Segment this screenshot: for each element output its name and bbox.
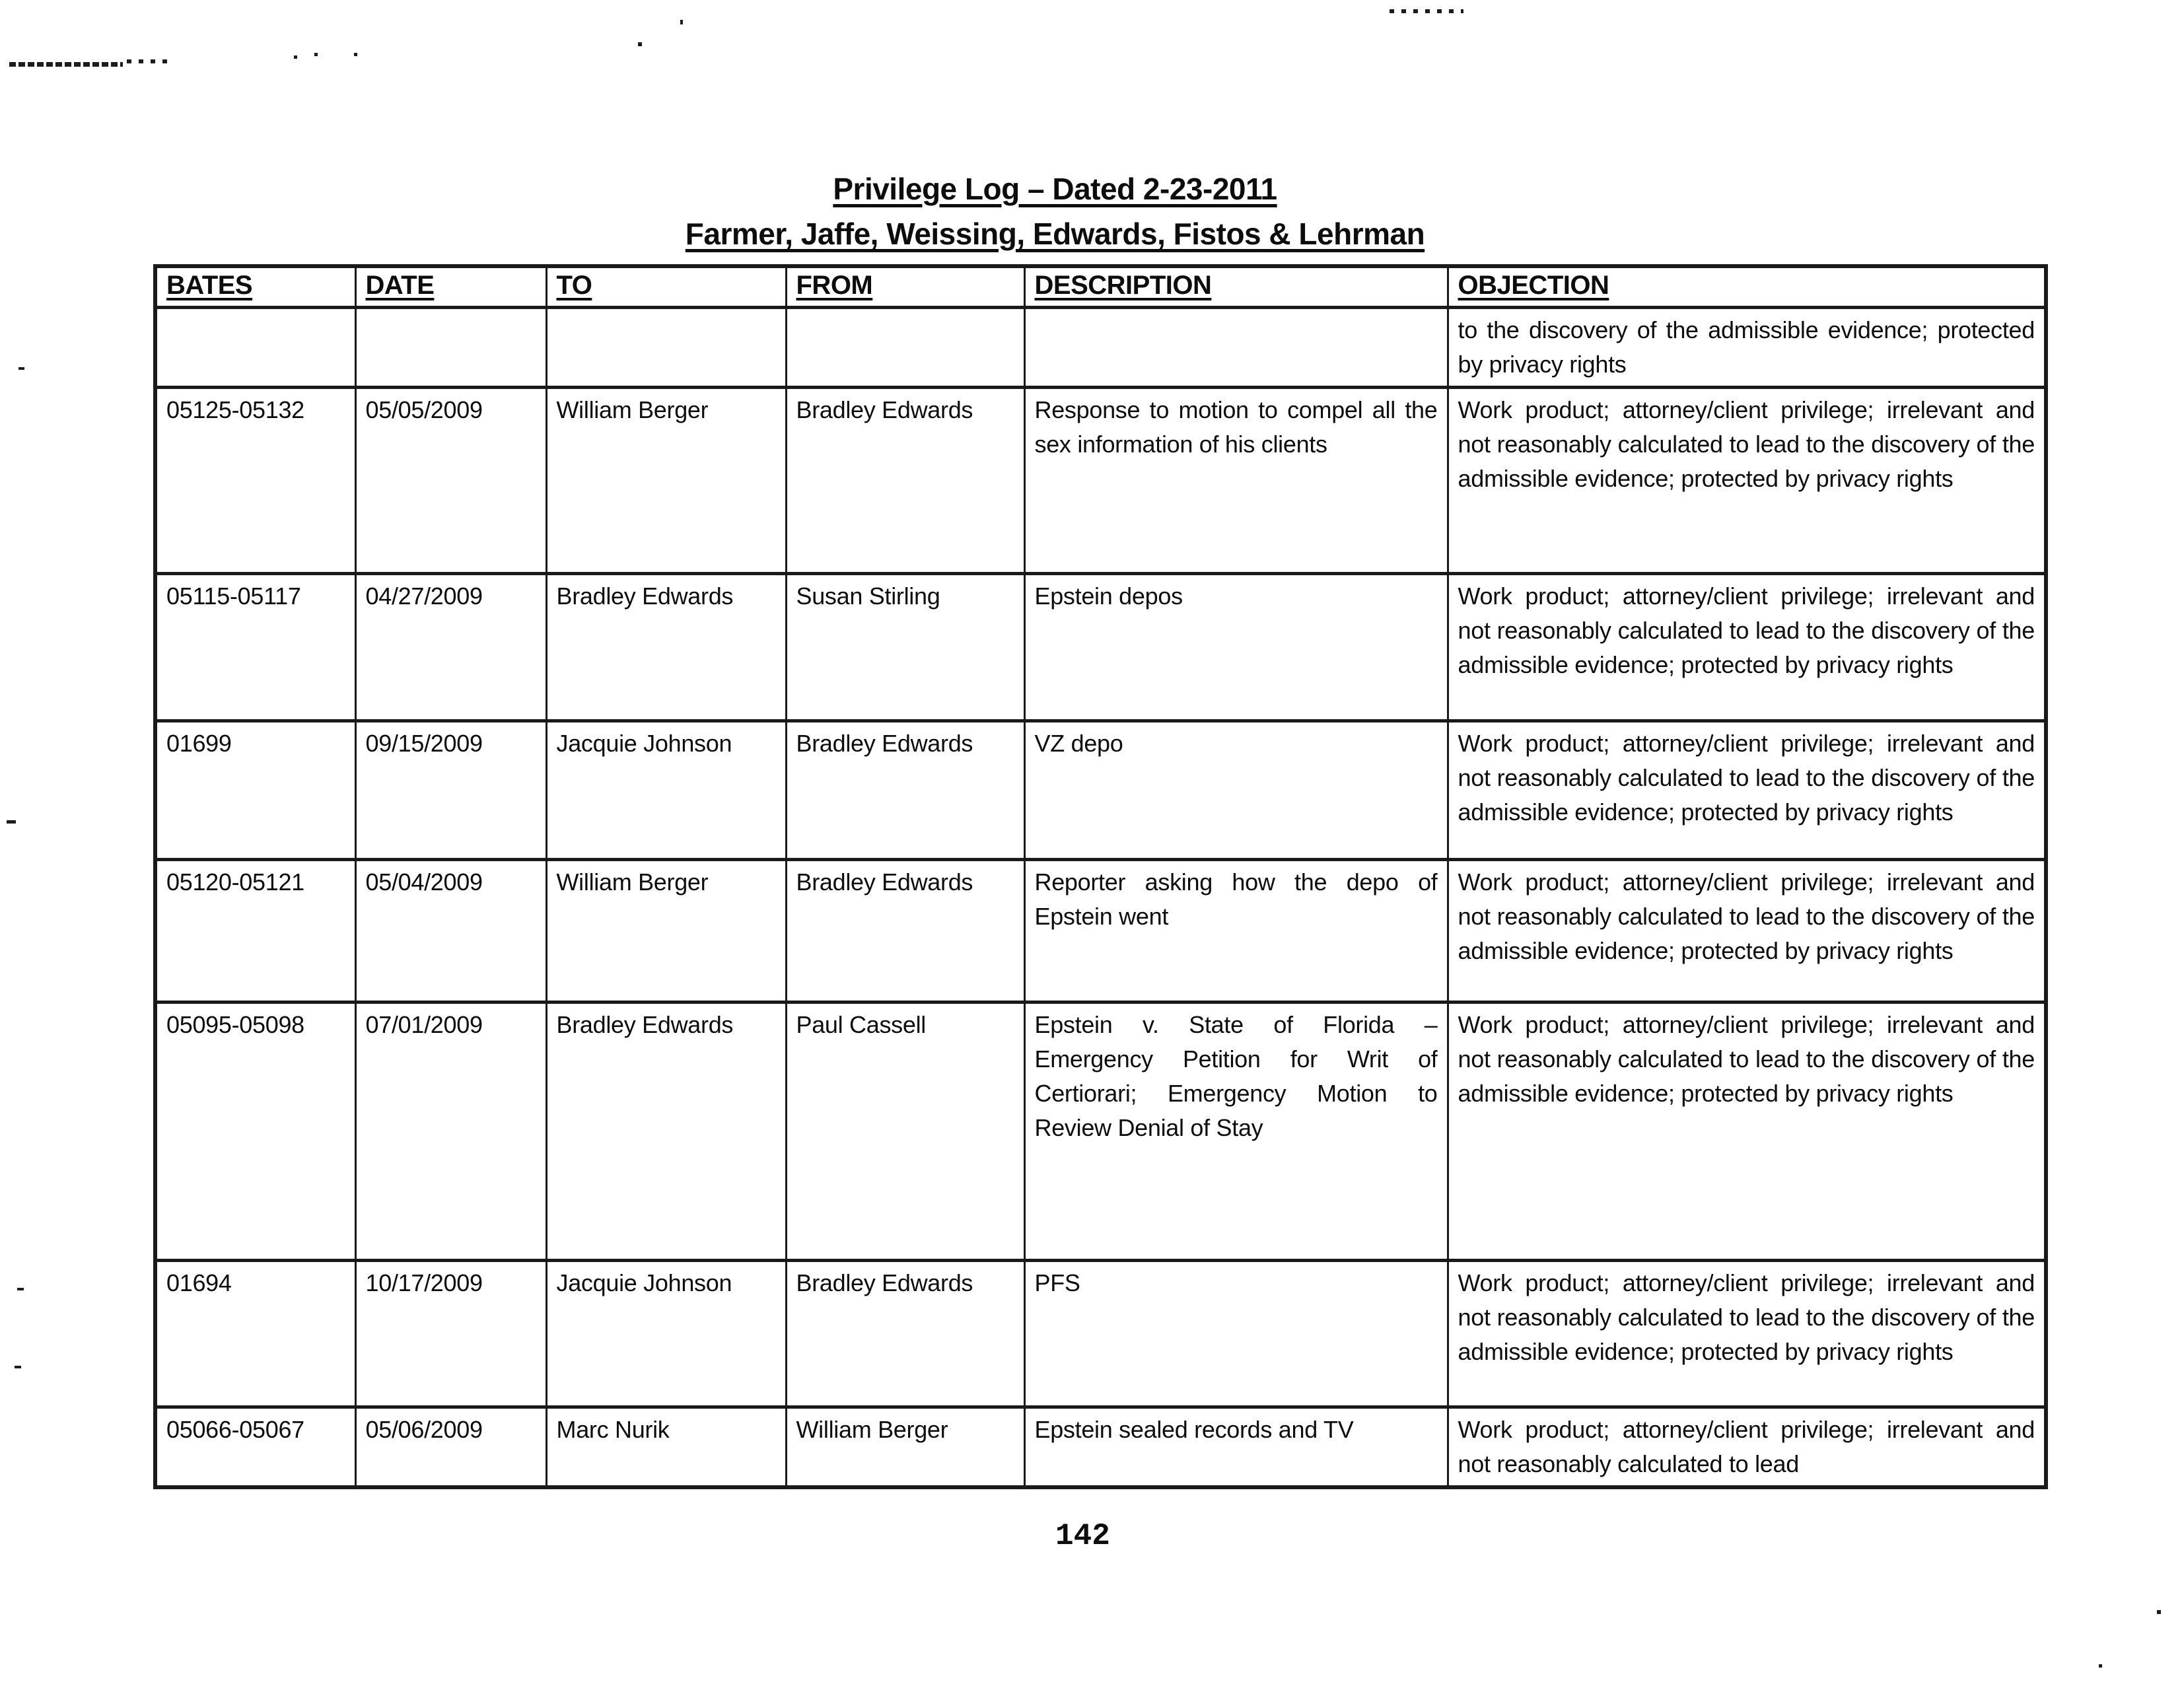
description-cell: PFS bbox=[1024, 1261, 1448, 1407]
objection-cell: Work product; attorney/client privilege; irrelevant and not reasonably calculated to lead to the discovery of the admissible evidence; protected by privacy rights bbox=[1448, 1261, 2046, 1407]
table-row bbox=[155, 574, 2046, 721]
to-cell: Marc Nurik bbox=[546, 1407, 786, 1488]
description-cell: Epstein depos bbox=[1024, 574, 1448, 721]
bates-cell: 05115-05117 bbox=[155, 574, 355, 721]
scan-artifact bbox=[7, 820, 16, 824]
description-cell: Response to motion to compel all the sex information of his clients bbox=[1024, 388, 1448, 574]
date-cell: 10/17/2009 bbox=[355, 1261, 546, 1407]
date-cell: 09/15/2009 bbox=[355, 721, 546, 860]
scan-artifact bbox=[127, 59, 173, 63]
bates-cell: 05066-05067 bbox=[155, 1407, 355, 1488]
objection-cell: Work product; attorney/client privilege; irrelevant and not reasonably calculated to lead to the discovery of the admissible evidence; protected by privacy rights bbox=[1448, 1003, 2046, 1261]
privilege-log-table bbox=[153, 264, 2048, 1489]
column-header-to-label: TO bbox=[556, 271, 592, 300]
scan-artifact bbox=[638, 42, 642, 46]
from-cell: Bradley Edwards bbox=[786, 721, 1024, 860]
from-cell: Paul Cassell bbox=[786, 1003, 1024, 1261]
from-cell: Susan Stirling bbox=[786, 574, 1024, 721]
date-cell: 05/04/2009 bbox=[355, 860, 546, 1003]
column-header-description-label: DESCRIPTION bbox=[1034, 271, 1212, 300]
from-cell bbox=[786, 308, 1024, 388]
scan-artifact bbox=[2157, 1610, 2161, 1614]
scan-artifact bbox=[2099, 1664, 2102, 1668]
scan-artifact bbox=[9, 62, 123, 67]
document-subtitle: Farmer, Jaffe, Weissing, Edwards, Fistos & Lehrman bbox=[685, 217, 1425, 251]
bates-cell: 05125-05132 bbox=[155, 388, 355, 574]
to-cell: William Berger bbox=[546, 860, 786, 1003]
scan-artifact bbox=[314, 53, 318, 56]
column-header-from-label: FROM bbox=[796, 271, 873, 300]
scan-artifact bbox=[680, 20, 683, 24]
column-header-description bbox=[1024, 266, 1448, 308]
scan-artifact bbox=[17, 1288, 24, 1290]
column-header-bates bbox=[155, 266, 355, 308]
column-header-objection bbox=[1448, 266, 2046, 308]
table-row bbox=[155, 1003, 2046, 1261]
to-cell: Bradley Edwards bbox=[546, 574, 786, 721]
column-header-from bbox=[786, 266, 1024, 308]
date-cell: 05/05/2009 bbox=[355, 388, 546, 574]
description-cell: Reporter asking how the depo of Epstein went bbox=[1024, 860, 1448, 1003]
objection-cell: Work product; attorney/client privilege; irrelevant and not reasonably calculated to lead to the discovery of the admissible evidence; protected by privacy rights bbox=[1448, 574, 2046, 721]
objection-cell: Work product; attorney/client privilege; irrelevant and not reasonably calculated to lead to the discovery of the admissible evidence; protected by privacy rights bbox=[1448, 388, 2046, 574]
table-row bbox=[155, 721, 2046, 860]
to-cell: William Berger bbox=[546, 388, 786, 574]
scan-artifact bbox=[18, 367, 24, 370]
from-cell: Bradley Edwards bbox=[786, 860, 1024, 1003]
bates-cell: 05095-05098 bbox=[155, 1003, 355, 1261]
scan-artifact bbox=[294, 55, 297, 59]
from-cell: William Berger bbox=[786, 1407, 1024, 1488]
page-number: 142 bbox=[1055, 1519, 1110, 1553]
column-header-bates-label: BATES bbox=[166, 271, 253, 300]
table-row bbox=[155, 1261, 2046, 1407]
date-cell bbox=[355, 308, 546, 388]
scan-artifact bbox=[15, 1366, 21, 1368]
table-row bbox=[155, 1407, 2046, 1488]
date-cell: 05/06/2009 bbox=[355, 1407, 546, 1488]
objection-cell: Work product; attorney/client privilege; irrelevant and not reasonably calculated to lead bbox=[1448, 1407, 2046, 1488]
date-cell: 04/27/2009 bbox=[355, 574, 546, 721]
description-cell: VZ depo bbox=[1024, 721, 1448, 860]
title-block bbox=[0, 170, 2147, 252]
table-row bbox=[155, 388, 2046, 574]
scan-artifact bbox=[354, 53, 357, 56]
date-cell: 07/01/2009 bbox=[355, 1003, 546, 1261]
bates-cell bbox=[155, 308, 355, 388]
description-cell bbox=[1024, 308, 1448, 388]
description-cell: Epstein v. State of Florida – Emergency Petition for Writ of Certiorari; Emergency Motion to Review Denial of Stay bbox=[1024, 1003, 1448, 1261]
description-cell: Epstein sealed records and TV bbox=[1024, 1407, 1448, 1488]
column-header-date bbox=[355, 266, 546, 308]
bates-cell: 01699 bbox=[155, 721, 355, 860]
objection-cell: to the discovery of the admissible evidence; protected by privacy rights bbox=[1448, 308, 2046, 388]
column-header-date-label: DATE bbox=[365, 271, 435, 300]
from-cell: Bradley Edwards bbox=[786, 1261, 1024, 1407]
document-title: Privilege Log – Dated 2-23-2011 bbox=[833, 172, 1277, 206]
objection-cell: Work product; attorney/client privilege; irrelevant and not reasonably calculated to lead to the discovery of the admissible evidence; protected by privacy rights bbox=[1448, 721, 2046, 860]
to-cell: Jacquie Johnson bbox=[546, 1261, 786, 1407]
bates-cell: 01694 bbox=[155, 1261, 355, 1407]
to-cell bbox=[546, 308, 786, 388]
column-header-objection-label: OBJECTION bbox=[1458, 271, 1609, 300]
column-header-to bbox=[546, 266, 786, 308]
table-row bbox=[155, 308, 2046, 388]
table-row bbox=[155, 860, 2046, 1003]
header-row bbox=[155, 266, 2046, 308]
scan-artifact bbox=[1390, 9, 1463, 13]
bates-cell: 05120-05121 bbox=[155, 860, 355, 1003]
from-cell: Bradley Edwards bbox=[786, 388, 1024, 574]
to-cell: Bradley Edwards bbox=[546, 1003, 786, 1261]
objection-cell: Work product; attorney/client privilege; irrelevant and not reasonably calculated to lead to the discovery of the admissible evidence; protected by privacy rights bbox=[1448, 860, 2046, 1003]
to-cell: Jacquie Johnson bbox=[546, 721, 786, 860]
